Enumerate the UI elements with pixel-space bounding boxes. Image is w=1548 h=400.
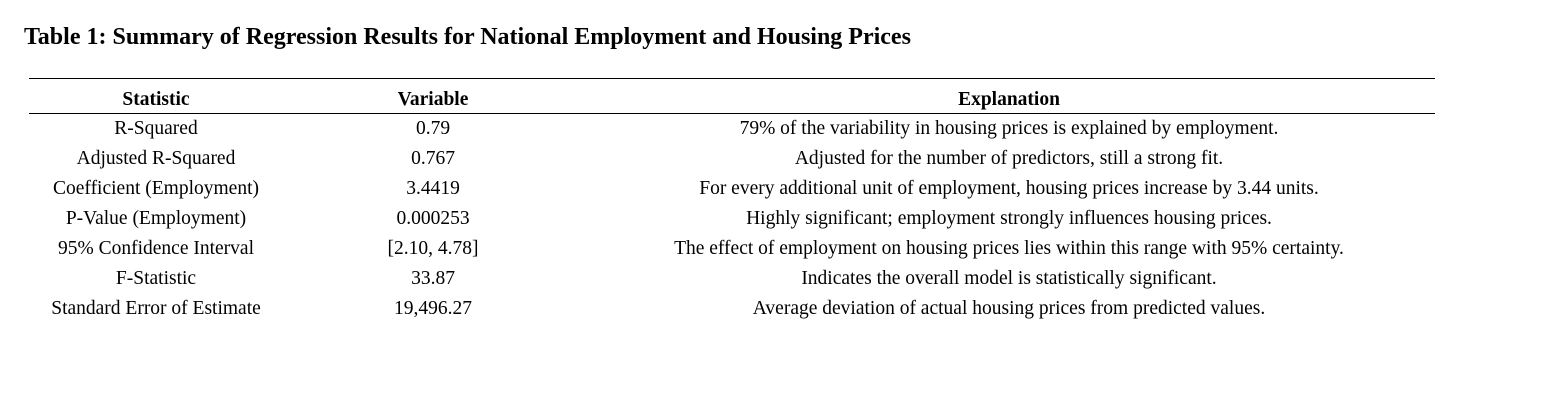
cell-variable: [2.10, 4.78]	[387, 238, 479, 259]
cell-explanation: Average deviation of actual housing prices from predicted values.	[752, 298, 1266, 319]
table-row	[29, 204, 1435, 234]
cell-variable: 0.000253	[396, 208, 470, 229]
cell-variable: 33.87	[411, 268, 455, 289]
table-row	[29, 174, 1435, 204]
cell-variable: 3.4419	[406, 178, 460, 199]
table-row	[29, 294, 1435, 324]
cell-statistic: 95% Confidence Interval	[57, 238, 254, 259]
column-header-statistic: Statistic	[122, 89, 190, 110]
cell-explanation: Adjusted for the number of predictors, still a strong fit.	[794, 148, 1224, 169]
cell-variable: 19,496.27	[394, 298, 472, 319]
regression-results-table	[29, 78, 1435, 324]
cell-statistic: Coefficient (Employment)	[53, 178, 259, 199]
cell-statistic: F-Statistic	[115, 268, 197, 289]
table-title: Table 1: Summary of Regression Results for National Employment and Housing Prices	[24, 24, 911, 50]
cell-explanation: 79% of the variability in housing prices is explained by employment.	[739, 118, 1279, 139]
table-row	[29, 264, 1435, 294]
column-header-explanation: Explanation	[958, 89, 1060, 110]
cell-variable: 0.79	[415, 118, 451, 139]
cell-variable: 0.767	[411, 148, 455, 169]
table-row	[29, 144, 1435, 174]
cell-explanation: Highly significant; employment strongly influences housing prices.	[746, 208, 1272, 229]
header-row	[29, 79, 1435, 114]
cell-explanation: For every additional unit of employment, housing prices increase by 3.44 units.	[699, 178, 1319, 199]
cell-statistic: Standard Error of Estimate	[51, 298, 261, 319]
table-body	[29, 114, 1435, 325]
cell-statistic: R-Squared	[114, 118, 198, 139]
table-row	[29, 234, 1435, 264]
cell-explanation: The effect of employment on housing prices lies within this range with 95% certainty.	[674, 238, 1344, 259]
cell-statistic: Adjusted R-Squared	[76, 148, 236, 169]
table-row	[29, 114, 1435, 145]
cell-explanation: Indicates the overall model is statistically significant.	[801, 268, 1217, 289]
cell-statistic: P-Value (Employment)	[65, 208, 247, 229]
column-header-variable: Variable	[397, 89, 469, 110]
table-header	[29, 79, 1435, 114]
